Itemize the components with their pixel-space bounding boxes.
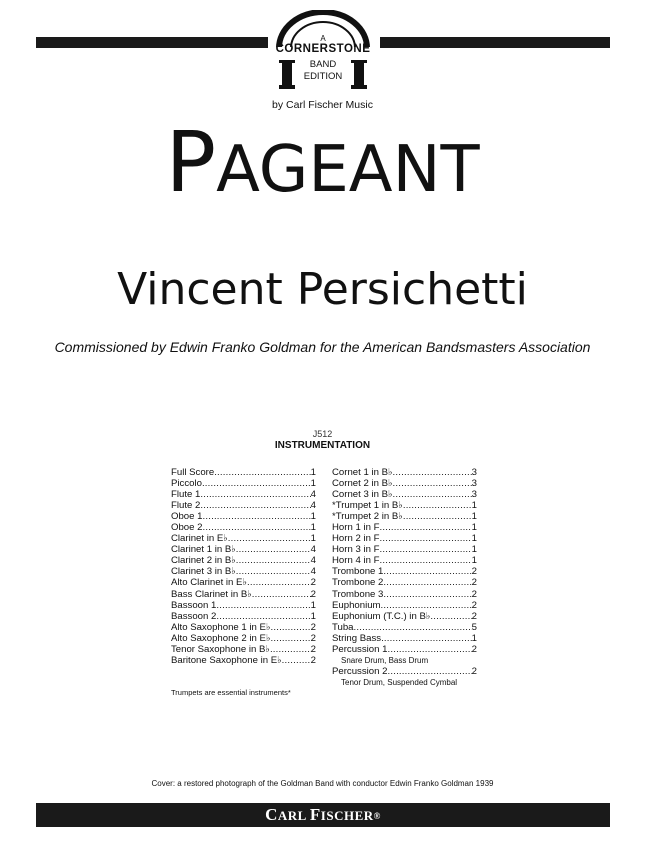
part-count: 1 xyxy=(310,478,316,490)
title-initial: P xyxy=(165,113,217,211)
catalog-number: J512 xyxy=(312,429,333,439)
instrument-name: Full Score xyxy=(171,467,215,478)
part-count: 1 xyxy=(471,500,477,512)
dot-leader xyxy=(403,511,472,522)
instrument-row xyxy=(332,566,477,577)
dot-leader xyxy=(236,566,311,577)
instrument-row xyxy=(332,589,477,600)
instrument-name: Trombone 1 xyxy=(332,566,384,578)
instrument-name: *Trumpet 1 in B♭ xyxy=(332,500,403,512)
title-rest: AGEANT xyxy=(216,133,480,207)
dot-leader xyxy=(200,489,310,500)
dot-leader xyxy=(393,467,472,478)
part-count: 4 xyxy=(310,544,316,556)
instrument-row xyxy=(171,467,316,478)
instrument-row xyxy=(171,489,316,500)
instrument-row xyxy=(332,467,477,478)
part-count: 1 xyxy=(471,632,477,644)
cover-note: Cover: a restored photograph of the Goldman Band with conductor Edwin Franko Goldman 1939 xyxy=(151,779,494,788)
instrument-name: Flute 2 xyxy=(171,500,201,512)
instrument-row xyxy=(171,566,316,577)
logo-line-edition: EDITION xyxy=(303,71,343,82)
logo-line-cornerstone: CORNERSTONE xyxy=(275,43,371,55)
part-count: 2 xyxy=(310,577,316,589)
part-count: 2 xyxy=(471,566,477,578)
dot-leader xyxy=(383,577,471,588)
instrument-name: *Trumpet 2 in B♭ xyxy=(332,511,403,523)
dot-leader xyxy=(216,600,310,611)
dot-leader xyxy=(379,555,471,566)
instrument-row xyxy=(332,489,477,500)
instrument-row xyxy=(332,644,477,655)
wordmark-arl: ARL xyxy=(277,808,310,823)
part-count: 2 xyxy=(310,588,316,600)
dot-leader xyxy=(387,644,471,655)
cornerstone-band-edition-logo xyxy=(265,10,381,92)
part-count: 2 xyxy=(310,654,316,666)
part-count: 1 xyxy=(471,511,477,523)
instrument-name: Oboe 1 xyxy=(171,511,203,523)
dot-leader xyxy=(202,511,310,522)
part-count: 4 xyxy=(310,489,316,501)
instrument-row xyxy=(332,500,477,511)
dot-leader xyxy=(202,478,311,489)
part-count: 4 xyxy=(310,566,316,578)
instrument-name: Clarinet 1 in B♭ xyxy=(171,544,236,556)
instrument-name: Clarinet 2 in B♭ xyxy=(171,555,236,567)
instrument-name: Trombone 2 xyxy=(332,577,384,589)
part-count: 1 xyxy=(471,522,477,534)
instrumentation-heading: INSTRUMENTATION xyxy=(274,440,371,451)
dot-leader xyxy=(383,589,471,600)
instrument-row xyxy=(332,544,477,555)
part-count: 4 xyxy=(310,555,316,567)
instrument-name: Trombone 3 xyxy=(332,588,384,600)
instrument-row xyxy=(171,511,316,522)
instrument-row xyxy=(171,500,316,511)
instrument-name: Piccolo xyxy=(171,478,202,490)
instrument-name: Percussion 1 xyxy=(332,643,388,655)
instrument-name: Cornet 3 in B♭ xyxy=(332,489,393,501)
instrument-name: Alto Saxophone 1 in E♭ xyxy=(171,621,271,633)
part-count: 3 xyxy=(471,467,477,478)
header-rule-left xyxy=(36,37,268,48)
dot-leader xyxy=(381,633,472,644)
instrument-row xyxy=(171,478,316,489)
part-count: 1 xyxy=(471,555,477,567)
part-count: 3 xyxy=(471,489,477,501)
dot-leader xyxy=(381,600,472,611)
part-count: 2 xyxy=(310,621,316,633)
instrument-row xyxy=(332,611,477,622)
instrument-name: Clarinet 3 in B♭ xyxy=(171,566,236,578)
instrument-name: Euphonium (T.C.) in B♭ xyxy=(332,610,431,622)
header-rule-right xyxy=(380,37,610,48)
instrument-row xyxy=(171,589,316,600)
part-count: 1 xyxy=(310,522,316,534)
instrument-row xyxy=(171,611,316,622)
part-count: 1 xyxy=(471,544,477,556)
dot-leader xyxy=(202,522,310,533)
instrument-row xyxy=(171,600,316,611)
instrument-name: Tenor Saxophone in B♭ xyxy=(171,643,270,655)
instrument-row xyxy=(171,544,316,555)
instrument-row xyxy=(171,633,316,644)
instrument-row xyxy=(171,522,316,533)
dot-leader xyxy=(379,544,471,555)
wordmark-f: F xyxy=(309,805,321,824)
wordmark-ischer: ISCHER xyxy=(320,808,374,823)
instrument-row xyxy=(332,478,477,489)
part-count: 2 xyxy=(471,643,477,655)
dot-leader xyxy=(270,633,310,644)
instrumentation-column-right xyxy=(332,467,477,688)
dot-leader xyxy=(200,500,310,511)
instrument-row xyxy=(171,644,316,655)
logo-line-band: BAND xyxy=(309,59,337,70)
part-count: 2 xyxy=(471,610,477,622)
part-count: 2 xyxy=(471,577,477,589)
instrument-row xyxy=(332,622,477,633)
dot-leader xyxy=(270,622,310,633)
instrument-row xyxy=(332,666,477,677)
instrument-name: Oboe 2 xyxy=(171,522,203,534)
logo-line-a: A xyxy=(320,34,326,43)
instrument-name: Flute 1 xyxy=(171,489,201,501)
instrument-row xyxy=(332,600,477,611)
part-count: 1 xyxy=(471,533,477,545)
dot-leader xyxy=(282,655,311,666)
publisher-line: by Carl Fischer Music xyxy=(272,99,373,111)
dot-leader xyxy=(379,522,471,533)
dot-leader xyxy=(214,467,310,478)
part-count: 1 xyxy=(310,599,316,611)
wordmark-c: C xyxy=(265,805,278,824)
instrument-row xyxy=(332,511,477,522)
instrument-name: Alto Clarinet in E♭ xyxy=(171,577,247,589)
instrument-name: Tuba xyxy=(332,621,354,633)
registered-mark: ® xyxy=(373,811,381,822)
dot-leader xyxy=(430,611,471,622)
instrument-name: Horn 3 in F xyxy=(332,544,380,556)
instrument-name: Horn 4 in F xyxy=(332,555,380,567)
dot-leader xyxy=(393,489,472,500)
commission-note: Commissioned by Edwin Franko Goldman for the American Bandsmasters Association xyxy=(54,339,591,355)
dot-leader xyxy=(354,622,472,633)
dot-leader xyxy=(379,533,471,544)
instrument-row xyxy=(171,622,316,633)
instrument-name: Bass Clarinet in B♭ xyxy=(171,588,252,600)
instrument-row xyxy=(332,555,477,566)
part-count: 1 xyxy=(310,610,316,622)
part-count: 5 xyxy=(471,621,477,633)
dot-leader xyxy=(236,544,311,555)
publisher-wordmark xyxy=(36,803,610,827)
dot-leader xyxy=(403,500,472,511)
dot-leader xyxy=(252,589,311,600)
instrument-name: Percussion 2 xyxy=(332,665,388,677)
instrument-name: Cornet 1 in B♭ xyxy=(332,467,393,478)
part-count: 1 xyxy=(310,511,316,523)
instrument-name: Baritone Saxophone in E♭ xyxy=(171,654,282,666)
part-count: 2 xyxy=(471,599,477,611)
part-count: 4 xyxy=(310,500,316,512)
part-count: 2 xyxy=(310,632,316,644)
instrument-row xyxy=(171,655,316,666)
dot-leader xyxy=(228,533,311,544)
instrument-name: Horn 2 in F xyxy=(332,533,380,545)
instrument-subnote: Snare Drum, Bass Drum xyxy=(341,655,429,665)
dot-leader xyxy=(387,666,471,677)
instrument-name: Alto Saxophone 2 in E♭ xyxy=(171,632,271,644)
instrument-name: Bassoon 1 xyxy=(171,599,217,611)
trumpet-note: Trumpets are essential instruments* xyxy=(171,688,291,697)
piece-title xyxy=(0,113,645,211)
instrumentation-column-left xyxy=(171,467,316,666)
instrument-row xyxy=(332,633,477,644)
instrument-row xyxy=(171,555,316,566)
instrument-name: Bassoon 2 xyxy=(171,610,217,622)
instrument-row xyxy=(332,533,477,544)
instrument-name: Euphonium xyxy=(332,599,381,611)
dot-leader xyxy=(383,566,471,577)
composer-name: Vincent Persichetti xyxy=(117,264,528,315)
instrument-name: Clarinet in E♭ xyxy=(171,533,228,545)
instrument-row xyxy=(332,577,477,588)
instrument-subnote: Tenor Drum, Suspended Cymbal xyxy=(341,677,458,687)
instrument-name: Horn 1 in F xyxy=(332,522,380,534)
part-count: 2 xyxy=(471,665,477,677)
dot-leader xyxy=(216,611,310,622)
dot-leader xyxy=(247,577,311,588)
instrument-row xyxy=(171,533,316,544)
part-count: 1 xyxy=(310,467,316,478)
instrument-name: Cornet 2 in B♭ xyxy=(332,478,393,490)
instrument-row xyxy=(171,577,316,588)
dot-leader xyxy=(236,555,311,566)
part-count: 3 xyxy=(471,478,477,490)
part-count: 1 xyxy=(310,533,316,545)
dot-leader xyxy=(270,644,311,655)
dot-leader xyxy=(393,478,472,489)
part-count: 2 xyxy=(471,588,477,600)
part-count: 2 xyxy=(310,643,316,655)
instrument-row xyxy=(332,522,477,533)
instrument-name: String Bass xyxy=(332,632,382,644)
